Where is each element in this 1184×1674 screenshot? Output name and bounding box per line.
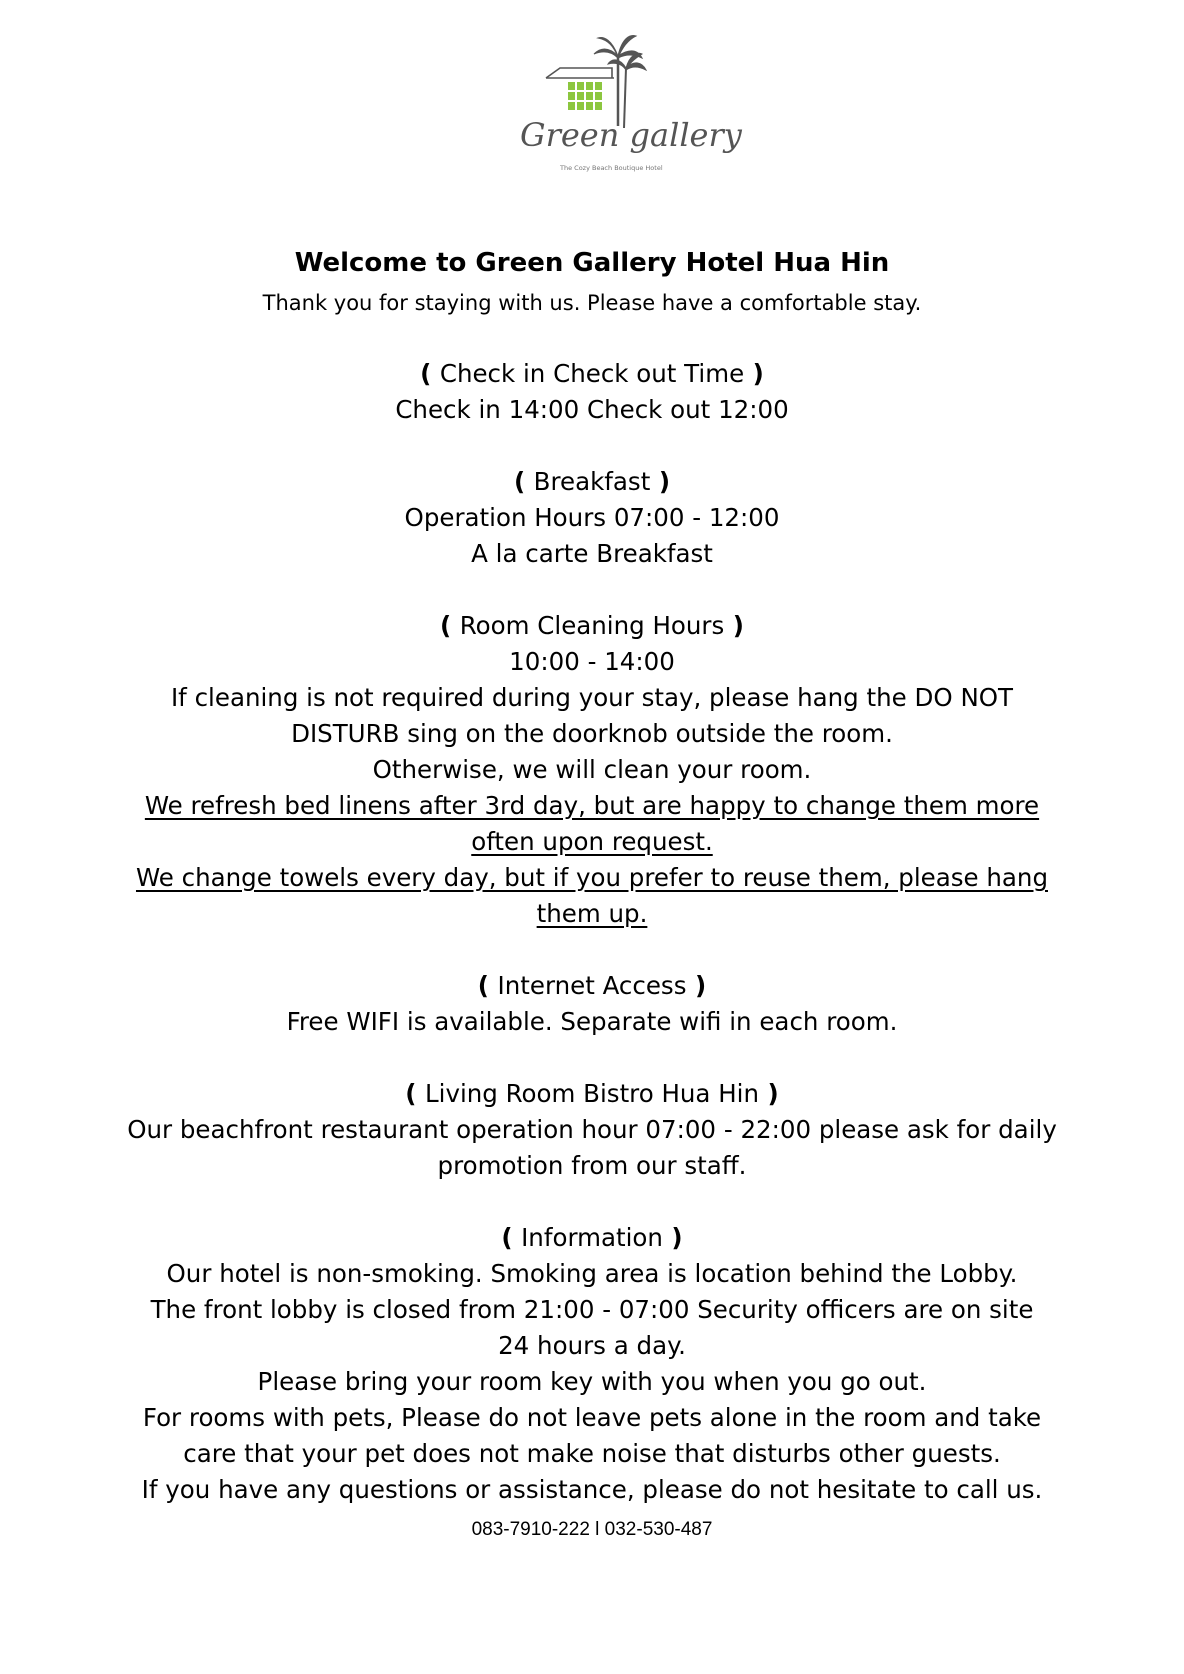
phone-numbers: 083-7910-222 l 032-530-487 xyxy=(471,1519,713,1540)
logo-tagline-text: The Cozy Beach Boutique Hotel xyxy=(560,164,663,172)
section-line: Our hotel is non-smoking. Smoking area is location behind the Lobby. xyxy=(166,1259,1018,1288)
underlined-text: often upon request. xyxy=(471,827,713,856)
window-grid-icon xyxy=(568,82,602,110)
underlined-line xyxy=(60,788,1124,824)
section-line: Otherwise, we will clean your room. xyxy=(372,755,812,784)
section-line: 10:00 - 14:00 xyxy=(509,647,675,676)
underlined-line xyxy=(60,824,1124,860)
section-line: Please bring your room key with you when you go out. xyxy=(257,1367,927,1396)
heading-text: Room Cleaning Hours xyxy=(459,611,725,640)
heading-text: Information xyxy=(521,1223,663,1252)
section-line: A la carte Breakfast xyxy=(471,539,713,568)
section-line: DISTURB sing on the doorknob outside the room. xyxy=(291,719,893,748)
section-line: Check in 14:00 Check out 12:00 xyxy=(395,395,789,424)
house-roof-icon xyxy=(546,68,614,78)
section-heading: ( Information ) xyxy=(501,1223,683,1252)
section-bistro xyxy=(60,1076,1124,1184)
section-line: Operation Hours 07:00 - 12:00 xyxy=(404,503,780,532)
section-checkin xyxy=(60,356,1124,428)
section-heading: ( Room Cleaning Hours ) xyxy=(439,611,744,640)
section-line: promotion from our staff. xyxy=(437,1151,747,1180)
section-cleaning xyxy=(60,608,1124,932)
section-line: If you have any questions or assistance, please do not hesitate to call us. xyxy=(141,1475,1043,1504)
section-internet xyxy=(60,968,1124,1040)
heading-text: Internet Access xyxy=(497,971,687,1000)
section-heading: ( Living Room Bistro Hua Hin ) xyxy=(405,1079,779,1108)
underlined-text: We change towels every day, but if you prefer to reuse them, please hang xyxy=(135,863,1048,892)
section-line: Free WIFI is available. Separate wifi in each room. xyxy=(286,1007,898,1036)
section-line: Our beachfront restaurant operation hour 07:00 - 22:00 please ask for daily xyxy=(127,1115,1057,1144)
section-information xyxy=(60,1220,1124,1508)
underlined-line xyxy=(60,896,1124,932)
section-breakfast xyxy=(60,464,1124,572)
hotel-logo xyxy=(500,28,742,180)
underlined-text: We refresh bed linens after 3rd day, but are happy to change them more xyxy=(144,791,1040,820)
page-title: Welcome to Green Gallery Hotel Hua Hin xyxy=(294,248,890,278)
logo-brand-text: Green gallery xyxy=(520,116,742,154)
section-line: For rooms with pets, Please do not leave pets alone in the room and take xyxy=(142,1403,1042,1432)
section-line: The front lobby is closed from 21:00 - 07:00 Security officers are on site xyxy=(150,1295,1034,1324)
palm-tree-icon xyxy=(594,36,646,128)
section-line: If cleaning is not required during your stay, please hang the DO NOT xyxy=(170,683,1014,712)
section-line: 24 hours a day. xyxy=(498,1331,686,1360)
page-subtitle: Thank you for staying with us. Please have a comfortable stay. xyxy=(262,291,922,315)
section-heading: ( Breakfast ) xyxy=(513,467,671,496)
document-body xyxy=(60,246,1124,1563)
underlined-line xyxy=(60,860,1124,896)
underlined-text: them up. xyxy=(536,899,648,928)
heading-text: Check in Check out Time xyxy=(439,359,745,388)
heading-text: Living Room Bistro Hua Hin xyxy=(425,1079,759,1108)
heading-text: Breakfast xyxy=(533,467,651,496)
section-line: care that your pet does not make noise that disturbs other guests. xyxy=(183,1439,1001,1468)
section-heading: ( Internet Access ) xyxy=(477,971,707,1000)
section-heading: ( Check in Check out Time ) xyxy=(420,359,764,388)
